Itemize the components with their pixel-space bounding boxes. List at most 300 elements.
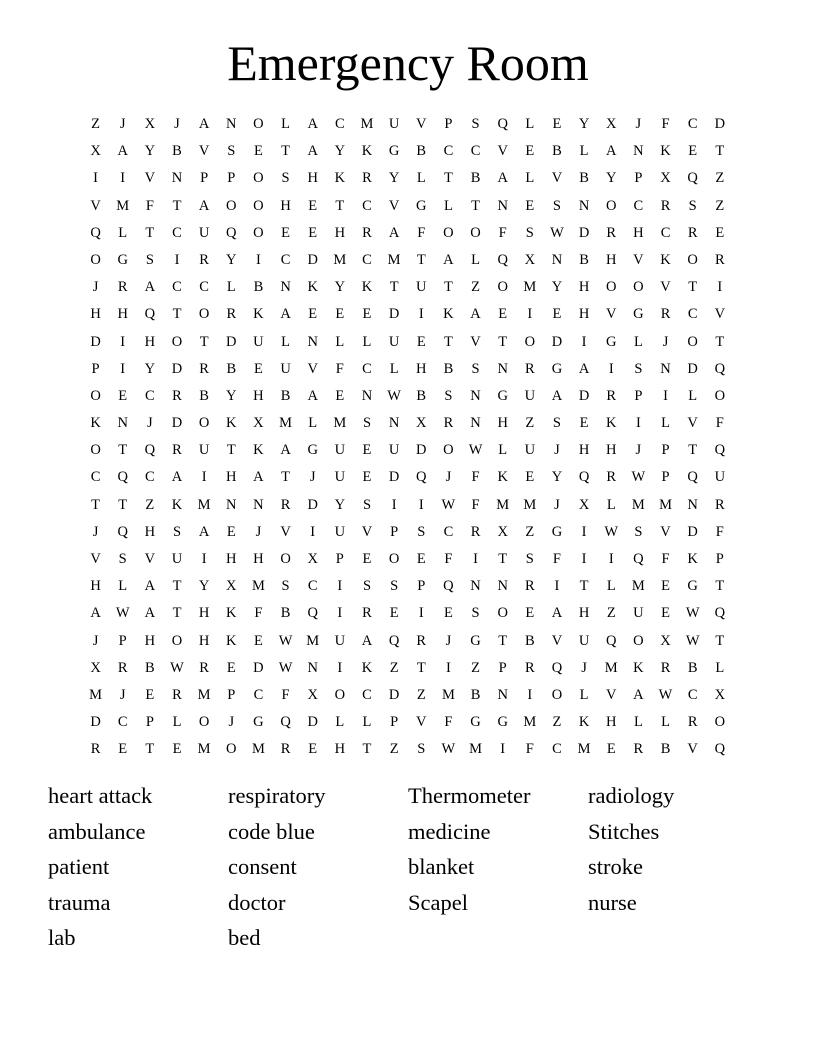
grid-letter: M (523, 496, 537, 513)
grid-letter: V (687, 415, 698, 432)
grid-letter: Q (578, 469, 590, 486)
grid-letter: U (334, 632, 346, 649)
grid-letter: I (201, 469, 207, 486)
page-title: Emergency Room (227, 35, 589, 91)
grid-letter: C (687, 686, 698, 703)
grid-letter: E (308, 197, 318, 214)
grid-letter: T (715, 632, 725, 649)
grid-letter: I (473, 551, 478, 567)
grid-letter: I (201, 551, 207, 567)
grid-letter: E (525, 605, 535, 622)
grid-letter: L (579, 143, 589, 160)
grid-letter: S (172, 523, 182, 540)
grid-letter: V (388, 197, 400, 214)
grid-letter: T (281, 143, 290, 160)
grid-letter: F (471, 496, 480, 513)
grid-letter: W (604, 523, 619, 540)
grid-letter: C (633, 197, 644, 214)
grid-letter: O (606, 279, 617, 296)
grid-letter: L (389, 360, 399, 377)
grid-letter: O (497, 605, 508, 622)
grid-letter: Q (714, 605, 726, 622)
grid-letter: V (714, 306, 726, 323)
grid-letter: E (226, 523, 236, 540)
grid-letter: G (606, 333, 617, 350)
grid-letter: A (90, 605, 101, 622)
grid-letter: I (554, 578, 560, 595)
grid-letter: C (362, 686, 372, 703)
grid-letter: T (715, 578, 725, 595)
grid-letter: R (687, 224, 698, 241)
grid-letter: Y (144, 360, 156, 377)
grid-letter: J (147, 415, 153, 432)
grid-letter: O (334, 686, 346, 703)
grid-letter: P (145, 714, 154, 731)
grid-letter: S (552, 197, 561, 214)
grid-letter: E (552, 306, 562, 323)
grid-letter: Q (144, 442, 156, 459)
grid-letter: A (198, 116, 210, 132)
grid-letter: S (471, 605, 480, 622)
grid-letter: P (118, 632, 127, 649)
grid-letter: F (471, 469, 480, 486)
grid-letter: R (90, 741, 101, 758)
grid-letter: S (525, 551, 534, 567)
grid-letter: F (145, 197, 154, 214)
grid-letter: N (171, 170, 183, 187)
grid-letter: F (661, 551, 670, 567)
grid-letter: B (253, 279, 264, 296)
grid-letter: M (333, 415, 347, 432)
grid-letter: G (497, 387, 508, 404)
grid-letter: S (634, 360, 643, 377)
grid-letter: L (118, 224, 128, 241)
grid-letter: R (172, 387, 182, 404)
grid-letter: B (443, 360, 454, 377)
word-list-item: trauma (48, 889, 111, 915)
grid-letter: A (497, 170, 508, 187)
grid-letter: O (90, 387, 101, 404)
grid-letter: D (171, 415, 183, 432)
grid-letter: O (90, 251, 101, 268)
grid-letter: M (116, 197, 130, 214)
grid-letter: E (145, 686, 155, 703)
grid-letter: I (337, 578, 343, 595)
grid-letter: Z (715, 170, 725, 187)
grid-letter: D (90, 333, 101, 350)
grid-letter: K (226, 632, 237, 649)
grid-letter: W (278, 632, 293, 649)
grid-letter: A (280, 442, 291, 459)
grid-letter: K (361, 659, 373, 676)
grid-letter: Z (91, 116, 100, 132)
grid-letter: E (335, 387, 345, 404)
word-list-item: doctor (228, 889, 286, 915)
grid-letter: H (606, 442, 617, 459)
grid-letter: R (660, 197, 671, 214)
grid-letter: T (145, 224, 155, 241)
grid-letter: O (253, 224, 264, 241)
grid-letter: L (633, 333, 643, 350)
grid-letter: Q (633, 551, 644, 567)
grid-letter: N (551, 251, 563, 268)
grid-letter: I (255, 251, 261, 268)
grid-letter: O (443, 224, 454, 241)
grid-letter: D (578, 224, 590, 241)
grid-letter: R (633, 741, 644, 758)
word-list-item: respiratory (228, 783, 326, 808)
grid-letter: C (253, 686, 264, 703)
grid-letter: Z (145, 496, 155, 513)
grid-letter: Q (90, 224, 101, 241)
word-list-item: stroke (588, 854, 643, 880)
grid-letter: Y (144, 143, 156, 160)
grid-letter: T (172, 197, 182, 214)
grid-letter: J (554, 496, 560, 513)
grid-letter: J (554, 442, 560, 459)
grid-letter: H (144, 632, 156, 649)
grid-letter: I (608, 360, 614, 377)
grid-letter: T (335, 197, 345, 214)
grid-letter: T (688, 442, 698, 459)
grid-letter: G (307, 442, 318, 459)
grid-letter: H (226, 551, 237, 567)
grid-letter: E (606, 741, 616, 758)
grid-letter: Q (497, 116, 508, 132)
grid-letter: R (199, 659, 209, 676)
grid-letter: E (552, 116, 562, 132)
grid-letter: I (337, 659, 343, 676)
grid-letter: E (308, 741, 318, 758)
grid-letter: H (334, 224, 346, 241)
grid-letter: R (660, 659, 671, 676)
grid-letter: U (578, 632, 590, 649)
grid-letter: U (388, 116, 400, 132)
grid-letter: W (441, 496, 456, 513)
grid-letter: V (307, 360, 318, 377)
grid-letter: W (115, 605, 130, 622)
word-list-item: medicine (408, 818, 491, 844)
grid-letter: E (525, 469, 535, 486)
grid-letter: I (445, 659, 451, 676)
grid-letter: U (334, 469, 346, 486)
grid-letter: F (661, 116, 670, 132)
grid-letter: L (661, 415, 670, 432)
grid-letter: K (687, 551, 698, 567)
grid-letter: Z (715, 197, 725, 214)
grid-letter: H (198, 632, 210, 649)
grid-letter: D (90, 714, 101, 731)
word-list-item: lab (48, 925, 76, 951)
grid-letter: O (443, 442, 454, 459)
grid-letter: A (443, 251, 454, 268)
grid-letter: Y (198, 578, 210, 595)
grid-letter: O (388, 551, 400, 567)
grid-letter: S (227, 143, 236, 160)
grid-letter: R (714, 251, 725, 268)
grid-letter: H (226, 469, 237, 486)
grid-letter: S (390, 578, 399, 595)
grid-letter: X (497, 523, 508, 540)
grid-letter: V (606, 686, 617, 703)
grid-letter: F (444, 551, 453, 567)
grid-letter: K (307, 279, 318, 296)
grid-letter: B (416, 143, 427, 160)
grid-letter: O (253, 170, 264, 187)
grid-letter: N (226, 496, 237, 513)
grid-letter: L (443, 197, 453, 214)
grid-letter: R (714, 496, 725, 513)
word-list-item: blanket (408, 854, 475, 880)
grid-letter: I (527, 306, 533, 323)
grid-letter: T (443, 170, 453, 187)
grid-letter: V (606, 306, 617, 323)
grid-letter: A (551, 605, 563, 622)
grid-letter: B (280, 387, 291, 404)
grid-letter: A (198, 197, 210, 214)
grid-letter: Y (606, 170, 617, 187)
grid-letter: K (334, 170, 346, 187)
grid-letter: V (633, 251, 644, 268)
grid-letter: X (524, 251, 536, 268)
grid-letter: H (606, 251, 617, 268)
grid-letter: A (144, 578, 156, 595)
grid-letter: T (688, 279, 698, 296)
grid-letter: O (253, 116, 264, 132)
grid-letter: E (443, 605, 453, 622)
grid-letter: R (470, 523, 481, 540)
grid-letter: H (117, 306, 128, 323)
grid-letter: Q (117, 469, 128, 486)
grid-letter: V (361, 523, 373, 540)
grid-letter: U (714, 469, 726, 486)
grid-letter: T (172, 306, 182, 323)
grid-letter: V (90, 551, 101, 567)
grid-letter: A (117, 143, 128, 160)
grid-letter: A (361, 632, 373, 649)
grid-letter: T (362, 741, 372, 758)
grid-letter: E (362, 306, 372, 323)
grid-letter: P (227, 686, 236, 703)
grid-letter: M (577, 741, 591, 758)
grid-letter: K (253, 442, 264, 459)
grid-letter: R (606, 387, 617, 404)
grid-letter: D (687, 523, 698, 540)
grid-letter: V (660, 523, 671, 540)
grid-letter: I (581, 333, 587, 350)
grid-letter: R (362, 605, 372, 622)
grid-letter: M (306, 632, 320, 649)
grid-letter: Y (226, 387, 237, 404)
grid-letter: U (253, 333, 264, 350)
grid-letter: K (660, 143, 671, 160)
grid-letter: J (174, 116, 180, 132)
grid-letter: X (253, 415, 264, 432)
grid-letter: I (527, 686, 533, 703)
grid-letter: M (333, 251, 347, 268)
grid-letter: Z (525, 415, 535, 432)
grid-letter: N (470, 387, 481, 404)
grid-letter: M (251, 578, 265, 595)
grid-letter: V (551, 170, 563, 187)
grid-letter: R (524, 659, 535, 676)
grid-letter: J (309, 469, 316, 486)
grid-letter: B (172, 143, 182, 160)
grid-letter: L (525, 116, 535, 132)
grid-letter: Q (416, 469, 427, 486)
grid-letter: D (307, 496, 318, 513)
grid-letter: E (362, 469, 372, 486)
grid-letter: P (417, 578, 426, 595)
grid-letter: T (118, 496, 128, 513)
grid-letter: P (444, 116, 453, 132)
grid-letter: Q (226, 224, 237, 241)
grid-letter: V (660, 279, 671, 296)
word-list-item: heart attack (48, 783, 153, 808)
grid-letter: T (172, 605, 182, 622)
grid-letter: D (226, 333, 237, 350)
grid-letter: T (118, 442, 128, 459)
grid-letter: L (498, 442, 508, 459)
grid-letter: S (362, 496, 372, 513)
grid-letter: A (633, 686, 644, 703)
grid-letter: O (198, 714, 210, 731)
grid-letter: G (470, 632, 481, 649)
grid-letter: K (660, 251, 671, 268)
grid-letter: R (117, 279, 128, 296)
word-list-item: consent (228, 854, 297, 880)
grid-letter: T (498, 551, 508, 567)
grid-letter: B (552, 143, 562, 160)
grid-letter: M (441, 686, 455, 703)
grid-letter: S (417, 741, 426, 758)
grid-letter: M (197, 741, 211, 758)
grid-letter: S (688, 197, 697, 214)
grid-letter: I (120, 360, 126, 377)
grid-letter: R (687, 714, 698, 731)
grid-letter: T (199, 333, 209, 350)
grid-letter: E (715, 224, 725, 241)
grid-letter: I (120, 170, 126, 187)
grid-letter: A (144, 279, 156, 296)
grid-letter: X (578, 496, 590, 513)
grid-letter: F (715, 415, 724, 432)
word-list-item: radiology (588, 783, 675, 808)
grid-letter: U (416, 279, 427, 296)
grid-letter: L (308, 415, 318, 432)
grid-letter: T (443, 279, 453, 296)
grid-letter: D (171, 360, 183, 377)
grid-letter: L (688, 387, 698, 404)
grid-letter: H (416, 360, 427, 377)
grid-letter: R (199, 251, 209, 268)
grid-letter: K (226, 415, 237, 432)
grid-letter: N (470, 415, 481, 432)
grid-letter: Q (280, 714, 291, 731)
grid-letter: N (307, 659, 318, 676)
grid-letter: D (388, 686, 400, 703)
grid-letter: E (661, 578, 670, 595)
grid-letter: R (524, 578, 535, 595)
grid-letter: P (390, 714, 399, 731)
grid-letter: H (144, 523, 156, 540)
grid-letter: I (391, 496, 397, 513)
grid-letter: V (144, 551, 156, 567)
grid-letter: G (687, 578, 698, 595)
grid-letter: D (578, 387, 590, 404)
grid-letter: R (416, 632, 427, 649)
grid-letter: W (658, 686, 673, 703)
grid-letter: F (444, 714, 453, 731)
grid-letter: L (416, 170, 426, 187)
grid-letter: N (633, 143, 644, 160)
grid-letter: S (362, 415, 372, 432)
grid-letter: U (334, 442, 346, 459)
grid-letter: Y (388, 170, 400, 187)
grid-letter: C (90, 469, 101, 486)
grid-letter: V (90, 197, 101, 214)
grid-letter: R (443, 415, 454, 432)
grid-letter: H (578, 442, 590, 459)
grid-letter: H (90, 578, 101, 595)
grid-letter: S (417, 523, 426, 540)
grid-letter: Y (226, 251, 237, 268)
grid-letter: S (145, 251, 154, 268)
grid-letter: C (280, 251, 291, 268)
grid-letter: B (687, 659, 698, 676)
grid-letter: N (117, 415, 128, 432)
grid-letter: T (416, 659, 426, 676)
grid-letter: C (470, 143, 481, 160)
grid-letter: V (416, 714, 427, 731)
grid-letter: R (660, 306, 671, 323)
grid-letter: A (280, 306, 291, 323)
grid-letter: P (227, 170, 236, 187)
grid-letter: M (197, 496, 211, 513)
grid-letter: B (524, 632, 535, 649)
grid-letter: L (606, 578, 616, 595)
word-list-item: Scapel (408, 889, 468, 915)
grid-letter: K (606, 415, 617, 432)
grid-letter: M (197, 686, 211, 703)
grid-letter: G (388, 143, 400, 160)
grid-letter: T (498, 333, 508, 350)
grid-letter: E (172, 741, 182, 758)
grid-letter: L (226, 279, 236, 296)
grid-letter: R (524, 360, 535, 377)
grid-letter: N (497, 686, 508, 703)
grid-letter: W (468, 442, 483, 459)
grid-letter: S (362, 578, 372, 595)
grid-letter: A (307, 143, 318, 160)
grid-letter: H (253, 387, 264, 404)
grid-letter: E (498, 306, 508, 323)
grid-letter: P (634, 170, 643, 187)
grid-letter: Z (416, 686, 426, 703)
grid-letter: L (715, 659, 725, 676)
grid-letter: M (659, 496, 672, 513)
grid-letter: B (416, 387, 427, 404)
grid-letter: X (606, 116, 617, 132)
grid-letter: A (144, 605, 156, 622)
grid-letter: I (174, 251, 180, 268)
grid-letter: C (362, 251, 372, 268)
grid-letter: P (390, 523, 399, 540)
grid-letter: G (253, 714, 264, 731)
grid-letter: U (633, 605, 644, 622)
grid-letter: A (606, 143, 617, 160)
grid-letter: N (361, 387, 373, 404)
